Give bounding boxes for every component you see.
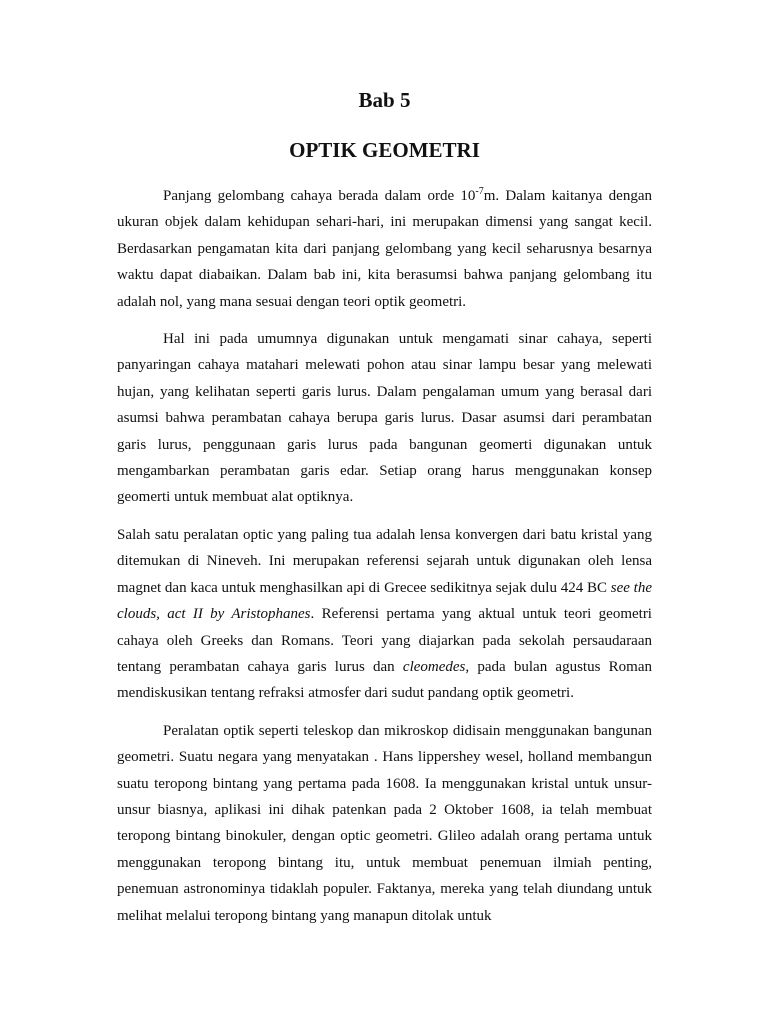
body-text [117, 183, 652, 940]
paragraph-3-text-a: Salah satu peralatan optic yang paling tua adalah lensa konvergen dari batu kristal yang ditemukan di Nineveh. Ini merupakan referensi sejarah untuk digunakan oleh lensa magnet dan kaca untuk menghasilkan api di Grecee sedikitnya sejak dulu 424 BC [117, 526, 652, 596]
paragraph-1-text-b: m. Dalam kaitanya dengan ukuran objek dalam kehidupan sehari-hari, ini merupakan dimensi yang sangat kecil. Berdasarkan pengamatan kita dari panjang gelombang yang kecil seharusnya besarnya waktu dapat diabaikan. Dalam bab ini, kita berasumsi bahwa panjang gelombang itu adalah nol, yang mana sesuai dengan teori optik geometri. [117, 188, 652, 310]
paragraph-1-text-a: Panjang gelombang cahaya berada dalam orde 10 [163, 188, 476, 204]
paragraph-3-text-b: . Referensi pertama yang aktual untuk teori geometri cahaya oleh Greeks dan Romans. Teori yang diajarkan pada sekolah persaudaraan tentang perambatan cahaya garis lurus dan [117, 606, 652, 675]
paragraph-3 [117, 522, 652, 707]
paragraph-2: Hal ini pada umumnya digunakan untuk mengamati sinar cahaya, seperti panyaringan cahaya matahari melewati pohon atau sinar lampu besar yang melewati hujan, yang kelihatan seperti garis lurus. Dalam pengalaman umum yang berasal dari asumsi bahwa perambatan cahaya berupa garis lurus. Dasar asumsi dari perambatan garis lurus, penggunaan garis lurus pada bangunan geomerti digunakan untuk mengambarkan perambatan garis edar. Setiap orang harus menggunakan konsep geomerti untuk membuat alat optiknya. [117, 331, 652, 506]
chapter-heading: Bab 5 [358, 88, 411, 112]
chapter-title: OPTIK GEOMETRI [289, 138, 480, 162]
citation-aristophanes: see the clouds, act II by Aristophanes [117, 579, 652, 623]
exponent-superscript: -7 [475, 186, 484, 197]
paragraph-1 [117, 183, 652, 315]
document-page [117, 0, 652, 1024]
name-cleomedes: cleomedes [402, 658, 466, 675]
paragraph-4: Peralatan optik seperti teleskop dan mikroskop didisain menggunakan bangunan geometri. Suatu negara yang menyatakan . Hans lippershey wesel, holland membangun suatu teropong bintang yang pertama pada 1608. Ia menggunakan kristal untuk unsur-unsur biasnya, aplikasi ini dihak patenkan pada 2 Oktober 1608, ia telah membuat teropong bintang binokuler, dengan optic geometri. Glileo adalah orang pertama untuk menggunakan teropong bintang itu, untuk membuat penemuan ilmiah penting, penemuan astronominya tidaklah populer. Faktanya, mereka yang telah diundang untuk melihat melalui teropong bintang yang manapun ditolak untuk [117, 722, 652, 924]
paragraph-3-text-c: , pada bulan agustus Roman mendiskusikan tentang refraksi atmosfer dari sudut pandang optik geometri. [117, 658, 652, 702]
